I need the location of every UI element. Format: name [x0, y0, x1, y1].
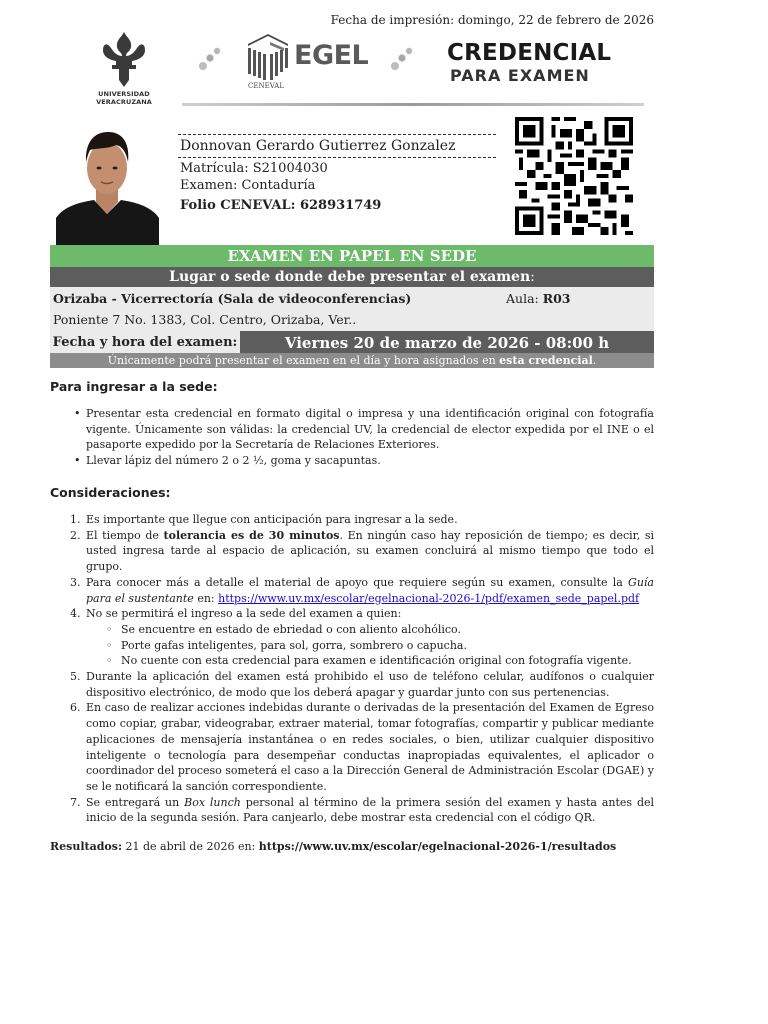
results-line: Resultados: 21 de abril de 2026 en: https://www.uv.mx/escolar/egelnacional-2026-1/resultados: [50, 840, 617, 853]
matricula: Matrícula: S21004030: [180, 161, 328, 176]
list-item: • Llevar lápiz del número 2 o 2 ½, goma y sacapuntas.: [50, 453, 654, 469]
qr-code: [515, 117, 633, 235]
exam-name: Examen: Contaduría: [180, 178, 316, 193]
sede-name: Orizaba - Vicerrectoría (Sala de videoconferencias): [53, 291, 412, 306]
date-value: Viernes 20 de marzo de 2026 - 08:00 h: [240, 331, 654, 353]
exam-mode-bar: EXAMEN EN PAPEL EN SEDE: [50, 245, 654, 267]
student-photo: [56, 118, 159, 245]
list-item: ◦ Se encuentre en estado de ebriedad o con aliento alcohólico.: [86, 622, 654, 638]
uv-label: UNIVERSIDAD VERACRUZANA: [96, 90, 152, 106]
print-date: Fecha de impresión: domingo, 22 de febrero de 2026: [330, 13, 654, 27]
list-item: ◦ Porte gafas inteligentes, para sol, gorra, sombrero o capucha.: [86, 638, 654, 654]
credencial-subtitle: PARA EXAMEN: [450, 66, 590, 85]
list-item: 4. No se permitirá el ingreso a la sede del examen a quien: ◦ Se encuentre en estado de ebriedad o con aliento alcohólico. ◦ Porte gafas inteligentes, para sol, gorra, sombrero o capucha. ◦ No cuente con esta credencial para examen e identificación original con fotografía vigente.: [50, 606, 654, 669]
dots-icon: [198, 46, 224, 72]
aula: Aula: R03: [506, 291, 571, 306]
list-item: ◦ No cuente con esta credencial para examen e identificación original con fotografía vigente.: [86, 653, 654, 669]
consideraciones-list: [50, 512, 654, 826]
header-divider: [182, 103, 644, 106]
uv-shield-icon: [99, 30, 149, 88]
name-line-top: [178, 134, 496, 135]
credencial-title: CREDENCIAL: [447, 40, 612, 66]
guia-link[interactable]: https://www.uv.mx/escolar/egelnacional-2026-1/pdf/examen_sede_papel.pdf: [218, 591, 640, 605]
consideraciones-title: Consideraciones:: [50, 485, 171, 500]
place-header: Lugar o sede donde debe presentar el examen:: [50, 267, 654, 287]
list-item: 7. Se entregará un Box lunch personal al término de la primera sesión del examen y hasta antes del inicio de la segunda sesión. Para canjearlo, debe mostrar esta credencial con el código QR.: [70, 795, 655, 825]
dots-icon: [390, 46, 416, 72]
ingreso-list: [50, 406, 654, 469]
sede-address: Poniente 7 No. 1383, Col. Centro, Orizaba, Ver..: [53, 312, 357, 327]
list-item: • Presentar esta credencial en formato digital o impresa y una identificación original con fotografía vigente. Únicamente son válidas: la credencial UV, la credencial de elector expedida por el INE o el pasaporte expedido por la Secretaría de Relaciones Exteriores.: [50, 406, 654, 453]
list-item: 5. Durante la aplicación del examen está prohibido el uso de teléfono celular, audífonos o cualquier dispositivo electrónico, de modo que los deberá apagar y guardar junto con sus pertenencias.: [70, 670, 654, 699]
name-line-bottom: [178, 157, 496, 158]
date-note: Únicamente podrá presentar el examen en el día y hora asignados en esta credencial.: [50, 353, 654, 368]
ingreso-title: Para ingresar a la sede:: [50, 379, 218, 394]
egel-label: EGEL: [294, 40, 369, 71]
date-label: Fecha y hora del examen:: [50, 331, 240, 353]
list-item: 6. En caso de realizar acciones indebidas durante o derivadas de la presentación del Examen de Egreso como copiar, grabar, videograbar, extraer material, tomar fotografías, compartir y publicar mediante aplicaciones de mensajería instantánea o en redes sociales, o bien, utilizar cualquier dispositivo inteligente o tecnología para desempeñar conductas inapropiadas equivalentes, el aplicador o coordinador del proceso someterá el caso a la Dirección General de Administración Escolar (DGAE) y se le notificará la sanción correspondiente.: [70, 701, 654, 793]
list-item: 2. El tiempo de tolerancia es de 30 minutos. En ningún caso hay reposición de tiempo; es decir, si usted ingresa tarde al espacio de aplicación, su examen concluirá al mismo tiempo que todo el grupo.: [70, 528, 655, 574]
folio-ceneval: Folio CENEVAL: 628931749: [180, 198, 382, 213]
student-name: Donnovan Gerardo Gutierrez Gonzalez: [180, 138, 456, 154]
egel-cube-icon: [244, 32, 292, 82]
list-item: 3. Para conocer más a detalle el material de apoyo que requiere según su examen, consulte la Guía para el sustentante en: https://www.uv.mx/escolar/egelnacional-2026-1/pdf/examen_sede_papel.pdf: [70, 575, 654, 605]
sede-info: [50, 287, 654, 331]
uv-logo: [70, 30, 178, 104]
list-item: 1. Es importante que llegue con anticipación para ingresar a la sede.: [70, 513, 458, 526]
egel-logo: [244, 32, 374, 96]
ceneval-label: CENEVAL: [248, 82, 284, 90]
results-url: https://www.uv.mx/escolar/egelnacional-2026-1/resultados: [258, 840, 617, 853]
